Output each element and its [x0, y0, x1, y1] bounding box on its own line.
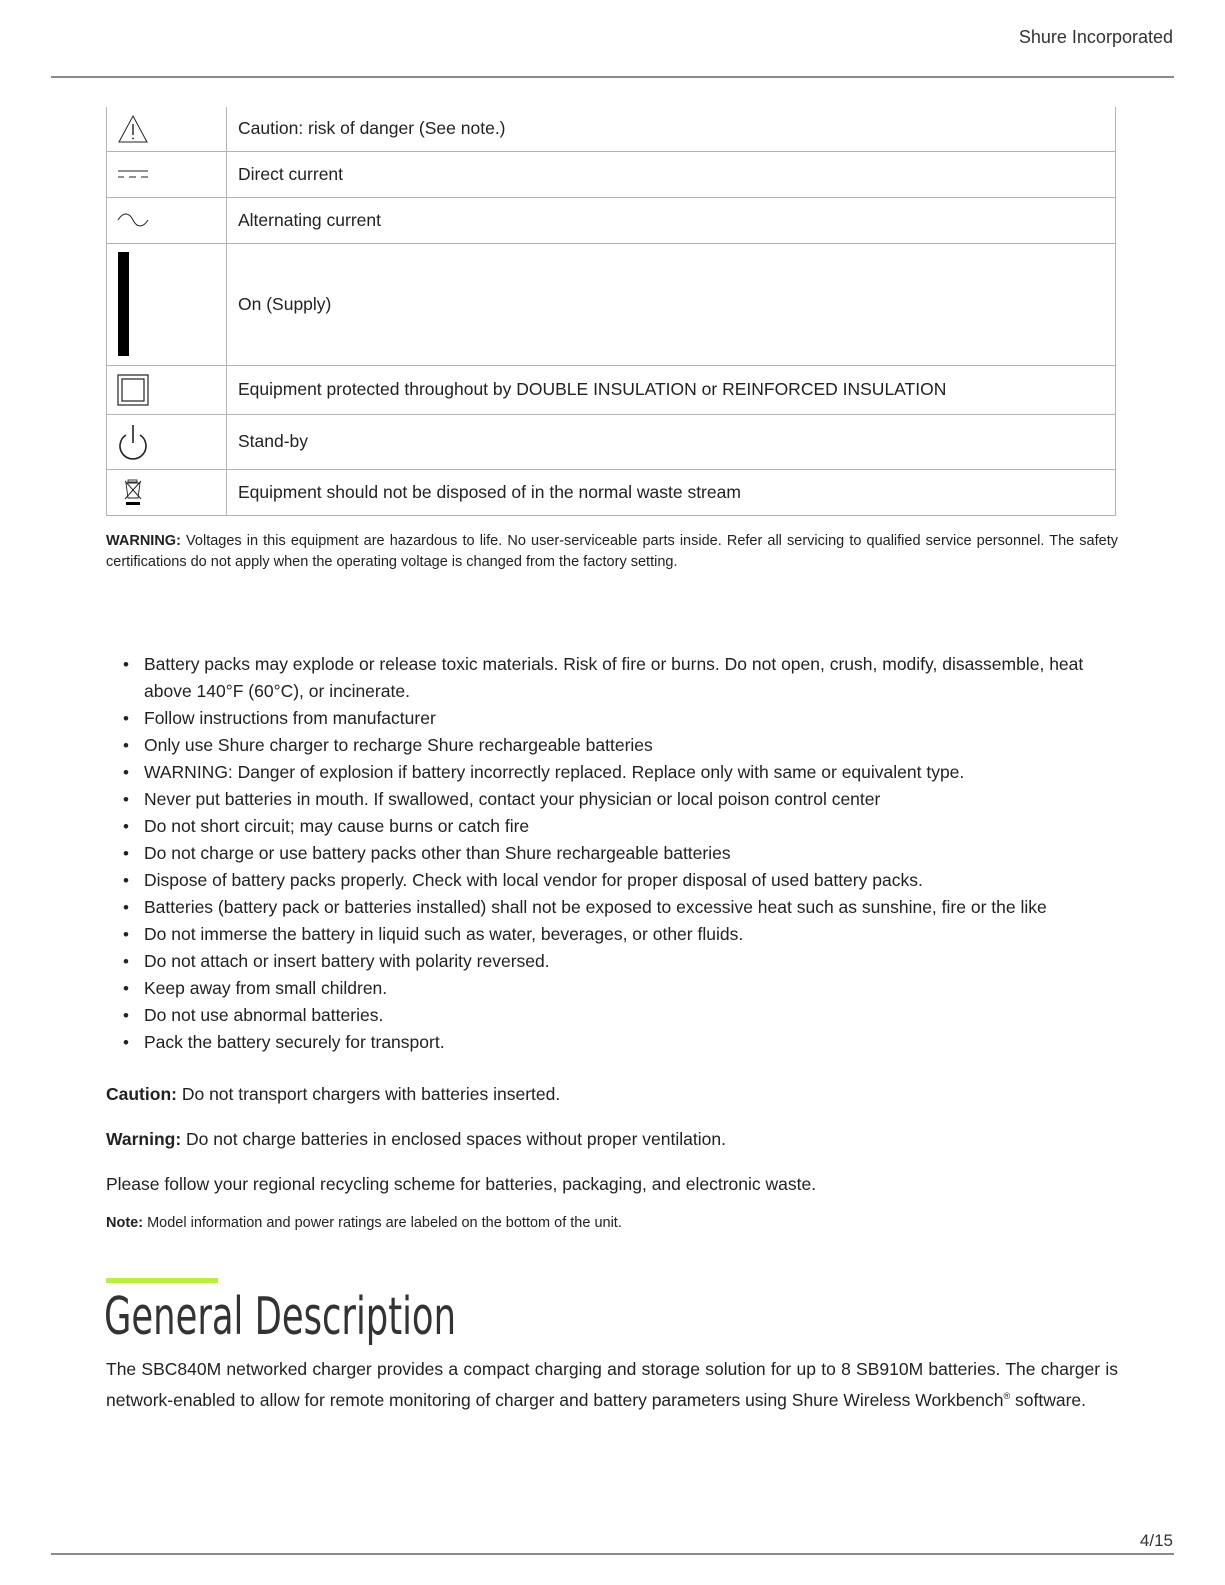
table-row [107, 414, 1116, 469]
general-description-paragraph [106, 1356, 1118, 1414]
voltage-warning [106, 531, 1118, 573]
list-item: • Do not attach or insert battery with polarity reversed. [106, 948, 1120, 975]
list-item: • Follow instructions from manufacturer [106, 705, 1120, 732]
section-title: General Description [104, 1287, 456, 1347]
double-insulation-icon [117, 374, 149, 406]
ventilation-warning-paragraph [106, 1129, 726, 1150]
table-row [107, 151, 1116, 197]
note-text: Model information and power ratings are labeled on the bottom of the unit. [147, 1215, 622, 1231]
note-paragraph [106, 1215, 622, 1231]
caution-triangle-icon [117, 114, 149, 144]
weee-bin-icon [123, 478, 143, 506]
symbol-cell [107, 107, 227, 151]
table-row [107, 107, 1116, 151]
symbol-description: Caution: risk of danger (See note.) [227, 107, 1116, 151]
symbol-description: Equipment should not be disposed of in the normal waste stream [227, 469, 1116, 515]
symbol-cell [107, 243, 227, 365]
note-label: Note: [106, 1215, 144, 1231]
list-item: • Do not short circuit; may cause burns or catch fire [106, 813, 1120, 840]
caution-text: Do not transport chargers with batteries inserted. [181, 1084, 561, 1104]
list-item: • Battery packs may explode or release toxic materials. Risk of fire or burns. Do not open, crush, modify, disassemble, heat above 140°F (60°C), or incinerate. [106, 651, 1120, 705]
voltage-warning-label: WARNING: [106, 533, 181, 549]
alternating-current-icon [117, 213, 149, 227]
table-row [107, 469, 1116, 515]
list-item: • Batteries (battery pack or batteries installed) shall not be exposed to excessive heat such as sunshine, fire or the like [106, 894, 1120, 921]
list-item: • WARNING: Danger of explosion if battery incorrectly replaced. Replace only with same or equivalent type. [106, 759, 1120, 786]
symbol-description: Direct current [227, 151, 1116, 197]
list-item: • Do not immerse the battery in liquid such as water, beverages, or other fluids. [106, 921, 1120, 948]
table-row [107, 243, 1116, 365]
description-text-end: software. [1010, 1389, 1086, 1410]
header-company: Shure Incorporated [1018, 27, 1173, 47]
symbol-description: Stand-by [227, 414, 1116, 469]
header-rule [51, 76, 1174, 78]
caution-paragraph [106, 1084, 560, 1105]
table-row [107, 365, 1116, 414]
footer-rule [51, 1553, 1174, 1555]
list-item: • Keep away from small children. [106, 975, 1120, 1002]
symbol-cell [107, 365, 227, 414]
symbol-cell [107, 151, 227, 197]
symbols-table [106, 107, 1116, 516]
symbol-cell [107, 469, 227, 515]
page-number: 4/15 [1139, 1531, 1173, 1550]
symbol-description: On (Supply) [227, 243, 1116, 365]
description-text: The SBC840M networked charger provides a compact charging and storage solution for up to 8 SB910M batteries. The charger is network-enabled to allow for remote monitoring of charger and battery parameters using Shure Wireless Workbench [106, 1359, 1118, 1410]
warning-text: Do not charge batteries in enclosed spaces without proper ventilation. [186, 1129, 726, 1149]
list-item: • Only use Shure charger to recharge Shure rechargeable batteries [106, 732, 1120, 759]
list-item: • Do not use abnormal batteries. [106, 1002, 1120, 1029]
symbol-cell [107, 197, 227, 243]
section-accent-bar [106, 1278, 218, 1283]
recycling-paragraph: Please follow your regional recycling scheme for batteries, packaging, and electronic waste. [106, 1174, 817, 1194]
registered-mark: ® [1003, 1391, 1011, 1401]
on-supply-icon [117, 252, 131, 356]
table-row [107, 197, 1116, 243]
symbol-description: Equipment protected throughout by DOUBLE INSULATION or REINFORCED INSULATION [227, 365, 1116, 414]
warning-label: Warning: [106, 1129, 182, 1149]
list-item: • Dispose of battery packs properly. Check with local vendor for proper disposal of used battery packs. [106, 867, 1120, 894]
list-item: • Do not charge or use battery packs other than Shure rechargeable batteries [106, 840, 1120, 867]
direct-current-icon [117, 168, 149, 180]
standby-icon [117, 423, 149, 461]
symbol-cell [107, 414, 227, 469]
voltage-warning-text: Voltages in this equipment are hazardous to life. No user-serviceable parts inside. Refer all servicing to qualified service personnel. The safety certifications do not apply when the operating voltage is changed from the factory setting. [106, 533, 1118, 570]
battery-safety-list [106, 651, 1120, 1056]
symbol-description: Alternating current [227, 197, 1116, 243]
caution-label: Caution: [106, 1084, 177, 1104]
list-item: • Never put batteries in mouth. If swallowed, contact your physician or local poison control center [106, 786, 1120, 813]
list-item: • Pack the battery securely for transport. [106, 1029, 1120, 1056]
